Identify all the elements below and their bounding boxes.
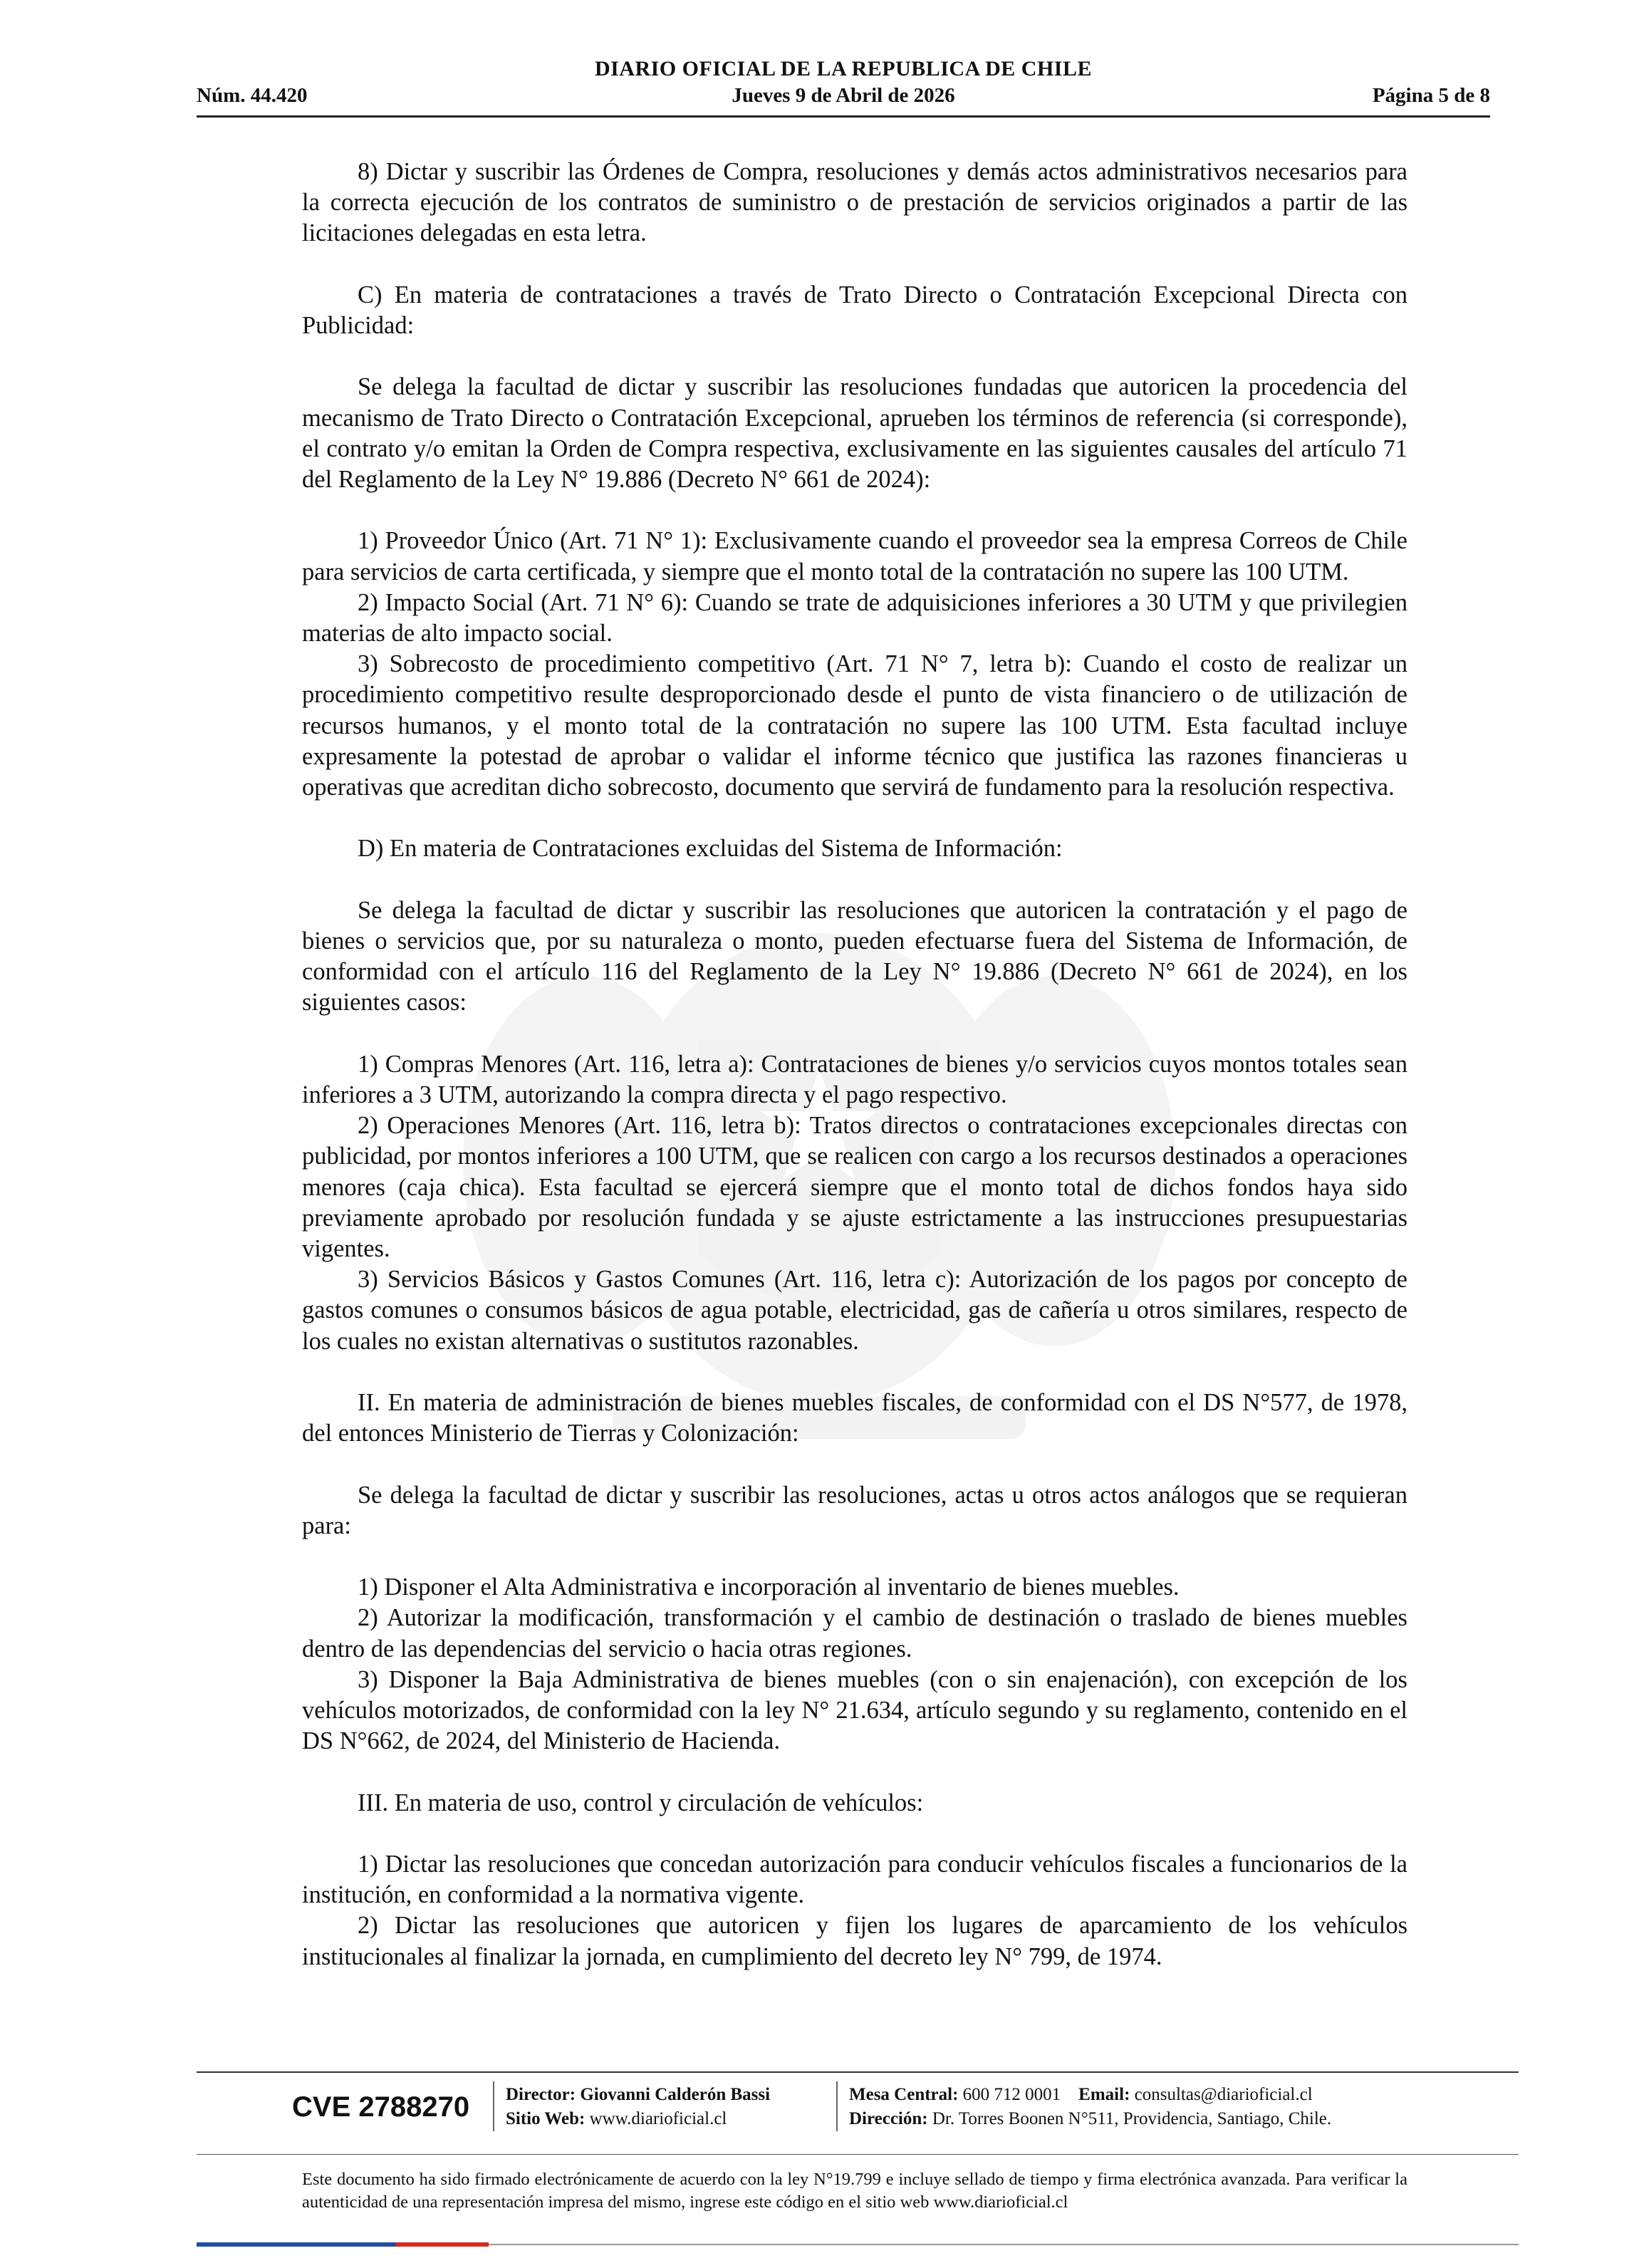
section-heading: C) En materia de contrataciones a través de Trato Directo o Contratación Excepcional Directa con Publicidad: bbox=[302, 281, 1407, 339]
footer-divider bbox=[197, 2071, 1519, 2073]
issue-date: Jueves 9 de Abril de 2026 bbox=[732, 84, 955, 107]
mesa-central-label: Mesa Central: bbox=[849, 2085, 959, 2104]
list-item: 3) Servicios Básicos y Gastos Comunes (Art. 116, letra c): Autorización de los pagos por concepto de gastos comunes o consumos básicos de agua potable, electricidad, gas de cañería u otros similares, respecto de los cuales no existan alternativas o sustitutos razonables. bbox=[302, 1266, 1407, 1355]
footer-contact-right bbox=[849, 2083, 1331, 2131]
flag-red-bar bbox=[396, 2242, 489, 2247]
list-item: 1) Proveedor Único (Art. 71 N° 1): Exclusivamente cuando el proveedor sea la empresa Correos de Chile para servicios de carta certificada, y siempre que el monto total de la contratación no supere las 100 UTM. bbox=[302, 527, 1407, 586]
list-item: 1) Compras Menores (Art. 116, letra a): Contrataciones de bienes y/o servicios cuyos montos totales sean inferiores a 3 UTM, autorizando la compra directa y el pago respectivo. bbox=[302, 1050, 1407, 1108]
section-heading: II. En materia de administración de bienes muebles fiscales, de conformidad con el DS N°577, de 1978, del entonces Ministerio de Tierras y Colonización: bbox=[302, 1389, 1407, 1447]
header-divider bbox=[197, 115, 1490, 118]
website-link[interactable]: www.diarioficial.cl bbox=[589, 2109, 727, 2128]
address-value: Dr. Torres Boonen N°511, Providencia, Santiago, Chile. bbox=[932, 2109, 1332, 2128]
list-item: 1) Dictar las resoluciones que concedan autorización para conducir vehículos fiscales a funcionarios de la institución, en conformidad a la normativa vigente. bbox=[302, 1851, 1407, 1909]
paragraph: Se delega la facultad de dictar y suscribir las resoluciones fundadas que autoricen la procedencia del mecanismo de Trato Directo o Contratación Excepcional, aprueben los términos de referencia (si corresponde), el contrato y/o emitan la Orden de Compra respectiva, exclusivamente en las siguientes causales del artículo 71 del Reglamento de la Ley N° 19.886 (Decreto N° 661 de 2024): bbox=[302, 373, 1407, 493]
section-heading: D) En materia de Contrataciones excluidas del Sistema de Información: bbox=[358, 835, 1063, 863]
section-heading: III. En materia de uso, control y circulación de vehículos: bbox=[358, 1789, 924, 1816]
flag-line bbox=[489, 2244, 1519, 2245]
website-label: Sitio Web: bbox=[506, 2109, 586, 2128]
list-item: 1) Disponer el Alta Administrativa e incorporación al inventario de bienes muebles. bbox=[358, 1573, 1180, 1601]
footer-separator bbox=[836, 2081, 838, 2131]
paragraph: Se delega la facultad de dictar y suscribir las resoluciones que autoricen la contratación y el pago de bienes o servicios que, por su naturaleza o monto, pueden efectuarse fuera del Sistema de Información, de conformidad con el artículo 116 del Reglamento de la Ley N° 19.886 (Decreto N° 661 de 2024), en los siguientes casos: bbox=[302, 896, 1407, 1016]
flag-blue-bar bbox=[197, 2242, 396, 2247]
document-body bbox=[302, 157, 1407, 1972]
issue-number: Núm. 44.420 bbox=[197, 84, 308, 107]
newspaper-title: DIARIO OFICIAL DE LA REPUBLICA DE CHILE bbox=[595, 57, 1092, 80]
paragraph: 8) Dictar y suscribir las Órdenes de Compra, resoluciones y demás actos administrativos necesarios para la correcta ejecución de los contratos de suministro o de prestación de servicios originados a partir de las licitaciones delegadas en esta letra. bbox=[302, 158, 1407, 247]
list-item: 2) Autorizar la modificación, transformación y el cambio de destinación o traslado de bienes muebles dentro de las dependencias del servicio o hacia otras regiones. bbox=[302, 1604, 1407, 1663]
footer-separator bbox=[493, 2081, 494, 2131]
flag-stripe bbox=[197, 2242, 1519, 2247]
paragraph: Se delega la facultad de dictar y suscribir las resoluciones, actas u otros actos análogos que se requieran para: bbox=[302, 1481, 1407, 1539]
footer-contact-left bbox=[506, 2083, 770, 2131]
director-label: Director: bbox=[506, 2085, 576, 2104]
address-label: Dirección: bbox=[849, 2109, 928, 2128]
cve-code: CVE 2788270 bbox=[292, 2091, 470, 2123]
page-number: Página 5 de 8 bbox=[1372, 84, 1490, 107]
list-item: 2) Impacto Social (Art. 71 N° 6): Cuando se trate de adquisiciones inferiores a 30 UTM y que privilegien materias de alto impacto social. bbox=[302, 588, 1407, 647]
signature-note: Este documento ha sido firmado electrónicamente de acuerdo con la ley N°19.799 e incluye sellado de tiempo y firma electrónica avanzada. Para verificar la autenticidad de una representación impresa del mismo, ingrese este código en el sitio web www.diarioficial.cl bbox=[302, 2170, 1407, 2212]
director-name: Giovanni Calderón Bassi bbox=[580, 2085, 771, 2104]
list-item: 2) Dictar las resoluciones que autoricen y fijen los lugares de aparcamiento de los vehículos institucionales al finalizar la jornada, en cumplimiento del decreto ley N° 799, de 1974. bbox=[302, 1912, 1407, 1970]
email-label: Email: bbox=[1078, 2085, 1130, 2104]
page-header bbox=[197, 56, 1490, 117]
footer-divider-2 bbox=[197, 2154, 1519, 2155]
list-item: 2) Operaciones Menores (Art. 116, letra b): Tratos directos o contrataciones excepcionales directas con publicidad, por montos inferiores a 100 UTM, que se realicen con cargo a los recursos destinados a operaciones menores (caja chica). Esta facultad se ejercerá siempre que el monto total de dichos fondos haya sido previamente aprobado por resolución fundada y se ajuste estrictamente a las instrucciones presupuestarias vigentes. bbox=[302, 1112, 1407, 1263]
email-link[interactable]: consultas@diarioficial.cl bbox=[1134, 2085, 1313, 2104]
mesa-central-phone: 600 712 0001 bbox=[962, 2085, 1061, 2104]
list-item: 3) Sobrecosto de procedimiento competitivo (Art. 71 N° 7, letra b): Cuando el costo de realizar un procedimiento competitivo resulte desproporcionado desde el punto de vista financiero o de utilización de recursos humanos, y el monto total de la contratación no supere las 100 UTM. Esta facultad incluye expresamente la potestad de aprobar o validar el informe técnico que justifica las razones financieras u operativas que acreditan dicho sobrecosto, documento que servirá de fundamento para la resolución respectiva. bbox=[302, 650, 1407, 801]
list-item: 3) Disponer la Baja Administrativa de bienes muebles (con o sin enajenación), con excepción de los vehículos motorizados, de conformidad con la ley N° 21.634, artículo segundo y su reglamento, contenido en el DS N°662, de 2024, del Ministerio de Hacienda. bbox=[302, 1665, 1407, 1755]
